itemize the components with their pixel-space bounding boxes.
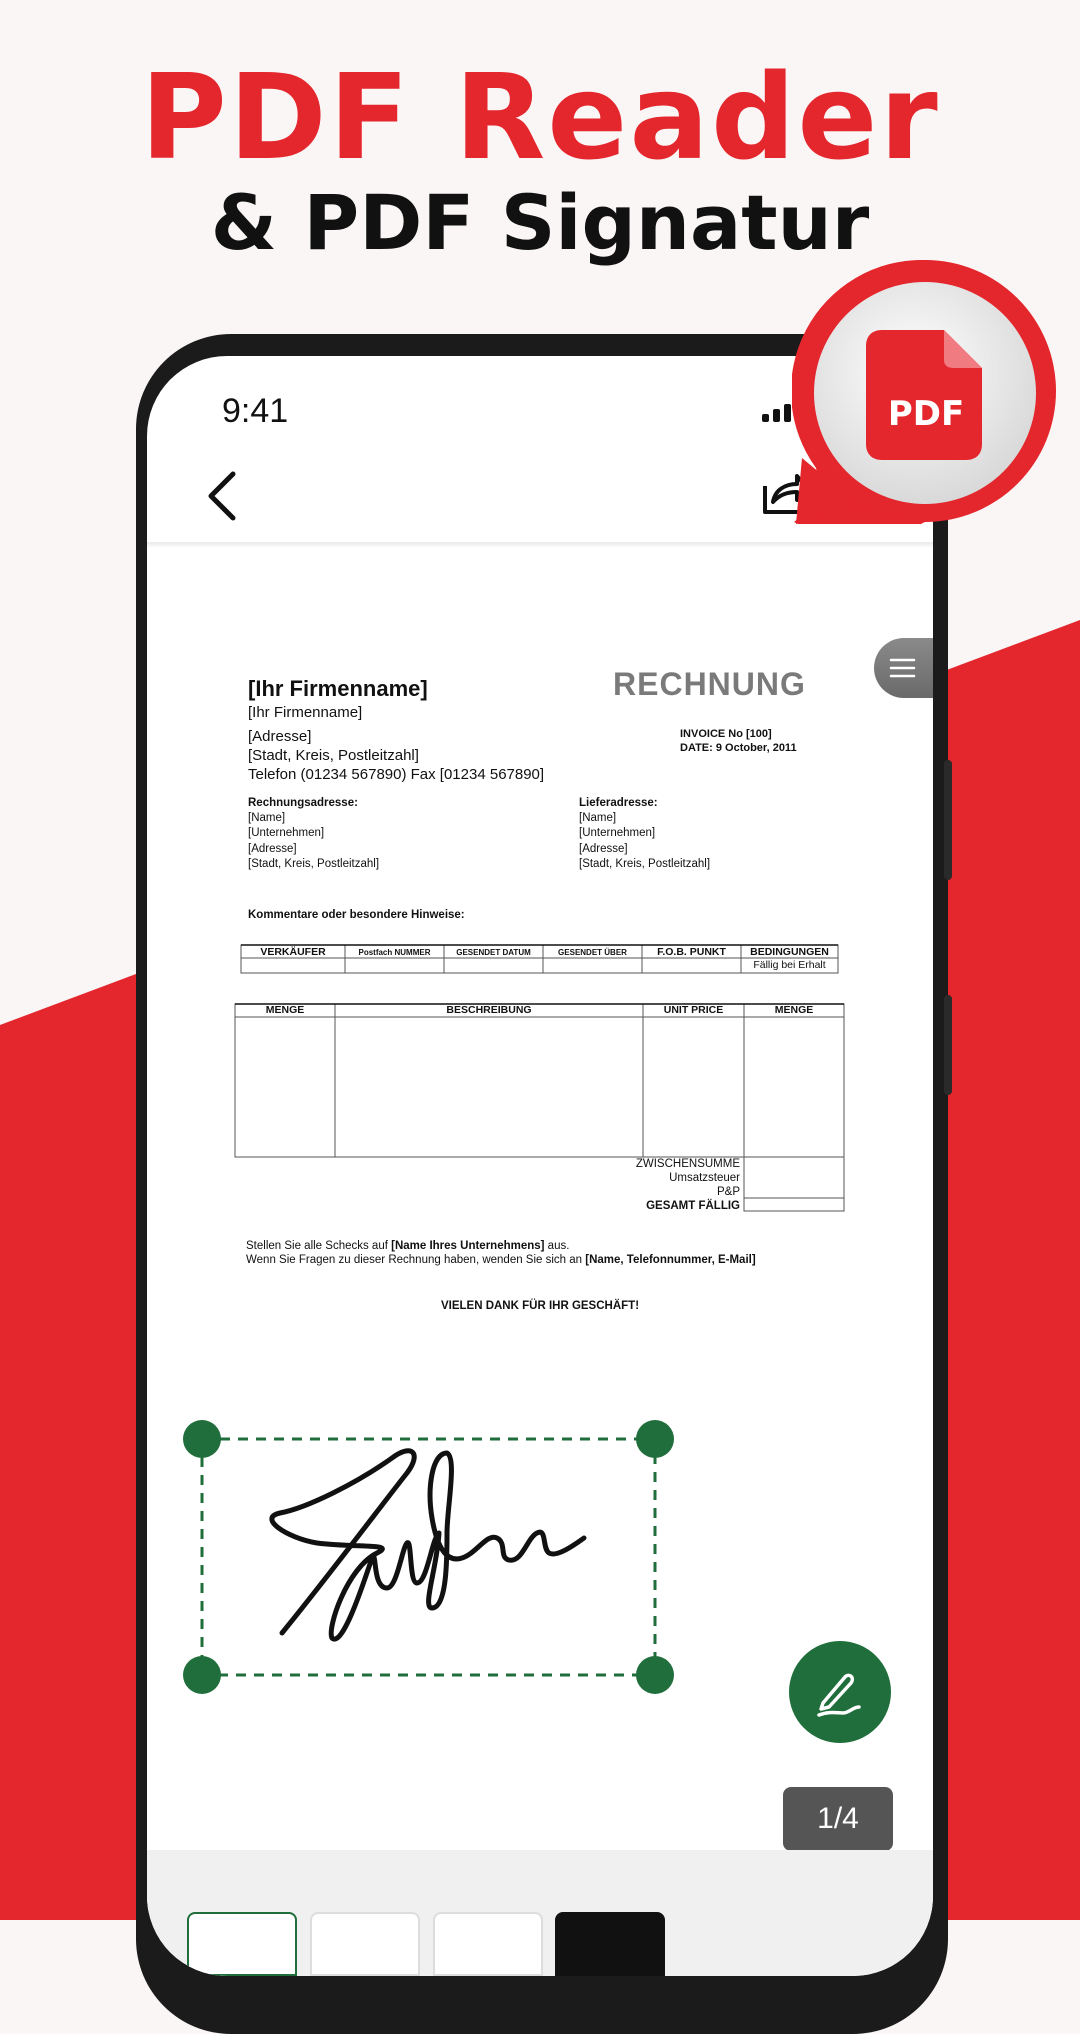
phone-button	[944, 760, 952, 880]
page-thumbnail[interactable]	[433, 1912, 543, 1976]
invoice-date: DATE: 9 October, 2011	[680, 742, 797, 754]
info-header: GESENDET DATUM	[456, 948, 531, 957]
company-city: [Stadt, Kreis, Postleitzahl]	[248, 747, 419, 764]
totals-label: P&P	[716, 1186, 740, 1198]
shipping-line: [Unternehmen]	[579, 827, 656, 839]
info-header: VERKÄUFER	[260, 946, 326, 958]
shipping-line: [Adresse]	[579, 843, 628, 855]
company-name-bold: [Ihr Firmenname]	[248, 676, 428, 701]
shipping-line: [Name]	[579, 812, 617, 824]
billing-line: [Adresse]	[248, 843, 297, 855]
resize-handle	[183, 1656, 221, 1694]
thanks-note: VIELEN DANK FÜR IHR GESCHÄFT!	[440, 1300, 640, 1312]
status-time: 9:41	[222, 392, 289, 430]
pen-signature-icon	[789, 1641, 891, 1743]
info-header: BEDINGUNGEN	[750, 946, 829, 958]
items-header: UNIT PRICE	[663, 1004, 724, 1016]
page-thumbnail[interactable]	[310, 1912, 420, 1976]
invoice-number: INVOICE No [100]	[680, 728, 772, 740]
items-header: MENGE	[774, 1004, 814, 1016]
payment-note: Stellen Sie alle Schecks auf [Name Ihres Unternehmens] aus.	[246, 1240, 570, 1252]
shipping-title: Lieferadresse:	[579, 797, 658, 809]
pdf-badge	[792, 258, 1058, 524]
contact-note: Wenn Sie Fragen zu dieser Rechnung haben, wenden Sie sich an [Name, Telefonnummer, E-Mail]	[246, 1254, 756, 1266]
sign-button[interactable]	[789, 1641, 891, 1743]
billing-line: [Unternehmen]	[248, 827, 325, 839]
comments-label: Kommentare oder besondere Hinweise:	[248, 909, 465, 921]
phone-button	[944, 995, 952, 1095]
resize-handle	[183, 1420, 221, 1458]
totals-label: GESAMT FÄLLIG	[646, 1200, 740, 1212]
items-header: BESCHREIBUNG	[446, 1004, 532, 1016]
signature-stroke	[272, 1451, 584, 1639]
company-phone: Telefon (01234 567890) Fax [01234 567890]	[248, 766, 545, 783]
page-thumbnail[interactable]	[187, 1912, 297, 1976]
info-cell: Fällig bei Erhalt	[753, 959, 826, 971]
resize-handle	[636, 1420, 674, 1458]
back-icon[interactable]	[197, 466, 247, 526]
company-address: [Adresse]	[248, 728, 312, 745]
items-header: MENGE	[265, 1004, 305, 1016]
billing-line: [Name]	[248, 812, 286, 824]
phone-screen	[147, 356, 933, 1976]
hamburger-icon	[874, 638, 933, 698]
totals-label: Umsatzsteuer	[669, 1172, 740, 1184]
company-name: [Ihr Firmenname]	[248, 704, 363, 721]
page-indicator: 1/4	[783, 1787, 893, 1851]
menu-button[interactable]	[874, 638, 933, 698]
promo-title: PDF Reader	[140, 48, 940, 186]
badge-label: PDF	[887, 394, 965, 434]
billing-title: Rechnungsadresse:	[248, 797, 358, 809]
totals-label: ZWISCHENSUMME	[635, 1158, 740, 1170]
info-header: GESENDET ÜBER	[558, 948, 627, 957]
info-header: Postfach NUMMER	[358, 948, 431, 957]
page-thumbnail[interactable]	[555, 1912, 665, 1976]
resize-handle	[636, 1656, 674, 1694]
billing-line: [Stadt, Kreis, Postleitzahl]	[248, 858, 380, 870]
shipping-line: [Stadt, Kreis, Postleitzahl]	[579, 858, 711, 870]
promo-subtitle: & PDF Signatur	[210, 178, 870, 267]
invoice-heading: RECHNUNG	[613, 666, 806, 702]
info-header: F.O.B. PUNKT	[657, 946, 726, 958]
